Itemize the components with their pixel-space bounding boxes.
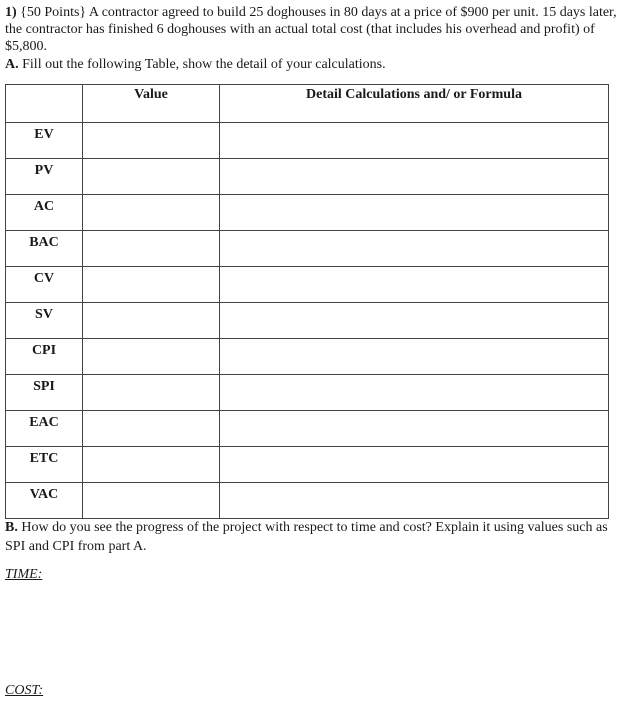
row-value-cell[interactable]	[83, 411, 220, 447]
table-row	[6, 447, 609, 483]
row-metric	[6, 267, 83, 303]
header-metric	[6, 85, 83, 123]
row-detail-cell[interactable]	[220, 411, 609, 447]
row-value-cell[interactable]	[83, 339, 220, 375]
table-row	[6, 123, 609, 159]
row-metric	[6, 303, 83, 339]
row-detail-cell[interactable]	[220, 375, 609, 411]
part-a-text: Fill out the following Table, show the detail of your calculations.	[22, 57, 386, 72]
row-metric-label: SV	[35, 306, 53, 322]
row-metric	[6, 159, 83, 195]
row-detail-cell[interactable]	[220, 267, 609, 303]
row-value-cell[interactable]	[83, 447, 220, 483]
row-metric-label: CPI	[31, 342, 57, 358]
row-value-cell[interactable]	[83, 231, 220, 267]
row-metric	[6, 339, 83, 375]
table-row	[6, 159, 609, 195]
row-detail-cell[interactable]	[220, 483, 609, 519]
question-points: {50 Points}	[20, 5, 87, 20]
row-value-cell[interactable]	[83, 267, 220, 303]
table-row	[6, 195, 609, 231]
row-metric-label: PV	[34, 162, 54, 178]
row-value-cell[interactable]	[83, 195, 220, 231]
question-text	[5, 4, 617, 55]
table-header-row	[6, 85, 609, 123]
row-metric-label: BAC	[29, 234, 59, 250]
row-metric-label: EAC	[29, 414, 59, 430]
table-row	[6, 411, 609, 447]
part-a-instruction	[5, 56, 386, 73]
header-value: Value	[83, 85, 220, 123]
row-metric	[6, 231, 83, 267]
row-metric-label: ETC	[29, 450, 59, 466]
table-row	[6, 483, 609, 519]
row-detail-cell[interactable]	[220, 447, 609, 483]
row-value-cell[interactable]	[83, 483, 220, 519]
row-metric-label: SPI	[33, 378, 55, 394]
calculation-table	[5, 84, 609, 519]
row-metric	[6, 375, 83, 411]
cost-label: COST:	[5, 683, 44, 698]
row-metric	[6, 411, 83, 447]
header-detail: Detail Calculations and/ or Formula	[220, 85, 609, 123]
question-number: 1)	[5, 5, 17, 20]
row-detail-cell[interactable]	[220, 339, 609, 375]
row-metric	[6, 483, 83, 519]
row-metric	[6, 447, 83, 483]
table-row	[6, 231, 609, 267]
row-value-cell[interactable]	[83, 375, 220, 411]
part-b-letter: B.	[5, 520, 18, 535]
part-b-question	[5, 518, 617, 556]
row-metric	[6, 123, 83, 159]
row-value-cell[interactable]	[83, 159, 220, 195]
part-a-letter: A.	[5, 57, 19, 72]
question-body: A contractor agreed to build 25 doghouses in 80 days at a price of $900 per unit. 15 days later, the contractor has finished 6 doghouses with an actual total cost (that includes his overhead and profit) of $5,800.	[5, 5, 617, 54]
row-detail-cell[interactable]	[220, 231, 609, 267]
row-detail-cell[interactable]	[220, 303, 609, 339]
row-value-cell[interactable]	[83, 303, 220, 339]
row-metric-label: AC	[33, 198, 55, 214]
row-metric	[6, 195, 83, 231]
row-detail-cell[interactable]	[220, 159, 609, 195]
part-b-text: How do you see the progress of the project with respect to time and cost? Explain it using values such as SPI and CPI from part A.	[5, 520, 608, 554]
table-row	[6, 339, 609, 375]
row-value-cell[interactable]	[83, 123, 220, 159]
row-detail-cell[interactable]	[220, 195, 609, 231]
row-metric-label: VAC	[29, 486, 59, 502]
table-row	[6, 375, 609, 411]
time-label: TIME:	[5, 567, 43, 582]
row-metric-label: EV	[34, 126, 54, 142]
row-metric-label: CV	[33, 270, 55, 286]
row-detail-cell[interactable]	[220, 123, 609, 159]
table-row	[6, 267, 609, 303]
table-row	[6, 303, 609, 339]
